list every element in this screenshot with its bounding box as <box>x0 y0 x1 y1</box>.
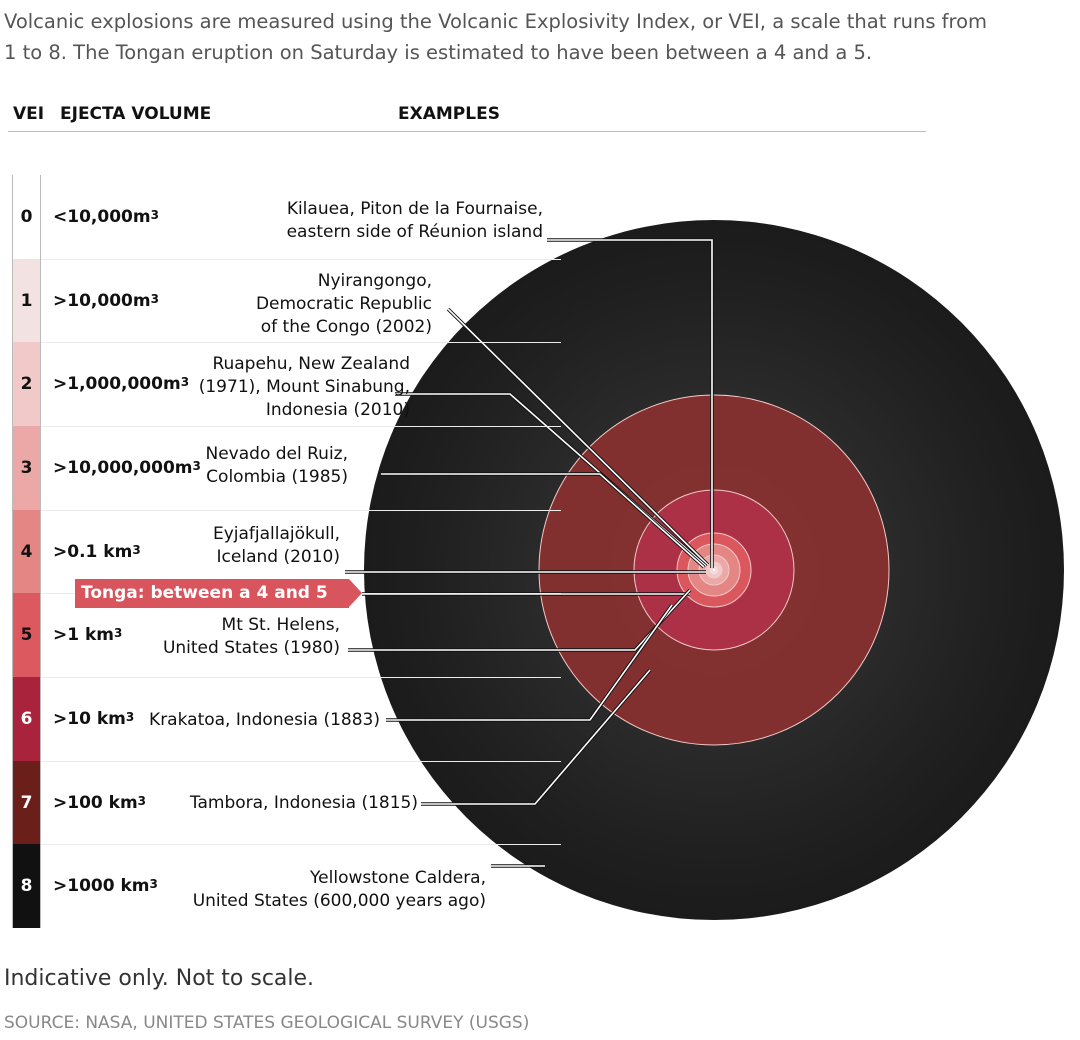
vei-number-8: 8 <box>20 876 33 897</box>
ejecta-value: >0.1 km <box>53 541 133 562</box>
example-line: United States (600,000 years ago) <box>192 891 486 911</box>
example-line: Ruapehu, New Zealand <box>212 354 410 374</box>
ejecta-value: >10 km <box>53 708 126 729</box>
example-line: Tambora, Indonesia (1815) <box>189 793 418 813</box>
example-0 <box>287 198 543 244</box>
ejecta-volume-4 <box>53 542 141 563</box>
example-line: United States (1980) <box>162 638 340 658</box>
ejecta-unit-exponent: 3 <box>114 626 123 641</box>
example-line: Mt St. Helens, <box>221 615 340 635</box>
header-examples: EXAMPLES <box>398 104 500 124</box>
ejecta-unit-exponent: 3 <box>150 207 159 222</box>
example-line: Eyjafjallajökull, <box>212 524 340 544</box>
ejecta-volume-8 <box>53 876 158 897</box>
vei-circle-0 <box>712 568 716 572</box>
example-7 <box>190 792 418 815</box>
ejecta-unit-exponent: 3 <box>192 458 201 473</box>
vei-number-1: 1 <box>20 290 33 311</box>
ejecta-unit-exponent: 3 <box>149 877 158 892</box>
example-line: Indonesia (2010) <box>265 400 410 420</box>
example-4 <box>213 523 340 569</box>
ejecta-volume-0 <box>53 207 159 228</box>
example-6 <box>149 709 380 732</box>
vei-number-7: 7 <box>20 792 33 813</box>
ejecta-value: >10,000,000m <box>53 457 193 478</box>
example-line: Kilauea, Piton de la Fournaise, <box>286 199 543 219</box>
ejecta-unit-exponent: 3 <box>137 793 147 808</box>
example-1 <box>256 270 432 339</box>
header-vei: VEI <box>13 104 45 124</box>
source-line: SOURCE: NASA, UNITED STATES GEOLOGICAL SURVEY (USGS) <box>4 1013 530 1033</box>
example-line: Nyirangongo, <box>317 271 432 291</box>
row-divider <box>41 426 561 427</box>
example-line: Colombia (1985) <box>206 467 348 487</box>
tonga-label: Tonga: between a 4 and 5 <box>81 583 328 603</box>
example-line: of the Congo (2002) <box>260 317 432 337</box>
ejecta-value: >1000 km <box>53 876 150 897</box>
example-5 <box>163 614 340 660</box>
vei-number-5: 5 <box>20 625 33 646</box>
ejecta-volume-5 <box>53 625 122 646</box>
ejecta-unit-exponent: 3 <box>180 375 190 390</box>
row-divider <box>41 342 561 343</box>
ejecta-unit-exponent: 3 <box>150 291 159 306</box>
example-line: (1971), Mount Sinabung, <box>198 377 410 397</box>
ejecta-volume-6 <box>53 709 134 730</box>
example-line: Iceland (2010) <box>216 547 340 567</box>
intro-line-1: Volcanic explosions are measured using the Volcanic Explosivity Index, or VEI, a scale that runs from <box>4 10 988 33</box>
row-divider <box>41 844 561 845</box>
footnote: Indicative only. Not to scale. <box>4 966 315 991</box>
ejecta-value: >1 km <box>53 625 115 646</box>
vei-number-4: 4 <box>20 541 33 562</box>
example-line: Yellowstone Caldera, <box>310 868 486 888</box>
ejecta-volume-7 <box>53 793 146 814</box>
vei-number-6: 6 <box>20 708 33 729</box>
ejecta-volume-1 <box>53 291 159 312</box>
example-line: Democratic Republic <box>255 294 432 314</box>
ejecta-volume-3 <box>53 458 201 479</box>
example-3 <box>206 443 349 489</box>
row-divider <box>41 259 561 260</box>
example-line: eastern side of Réunion island <box>286 222 543 242</box>
ejecta-value: <10,000m <box>53 206 151 227</box>
header-ejecta-volume: EJECTA VOLUME <box>60 104 212 124</box>
ejecta-volume-2 <box>53 374 189 395</box>
tonga-marker <box>75 579 362 608</box>
tonga-arrow-icon <box>349 579 362 607</box>
ejecta-value: >1,000,000m <box>53 374 181 395</box>
intro-line-2: 1 to 8. The Tongan eruption on Saturday is estimated to have been between a 4 and a 5. <box>4 41 873 64</box>
ejecta-value: >10,000m <box>53 290 151 311</box>
ejecta-unit-exponent: 3 <box>125 709 135 724</box>
vei-number-2: 2 <box>20 374 33 395</box>
example-line: Nevado del Ruiz, <box>205 444 348 464</box>
vei-number-3: 3 <box>20 457 33 478</box>
row-divider <box>41 761 561 762</box>
example-8 <box>193 867 486 913</box>
vei-number-0: 0 <box>20 206 33 227</box>
ejecta-value: >100 km <box>53 792 138 813</box>
example-2 <box>199 353 410 422</box>
row-divider <box>41 510 561 511</box>
example-line: Krakatoa, Indonesia (1883) <box>149 710 380 730</box>
row-divider <box>41 677 561 678</box>
ejecta-unit-exponent: 3 <box>132 542 141 557</box>
